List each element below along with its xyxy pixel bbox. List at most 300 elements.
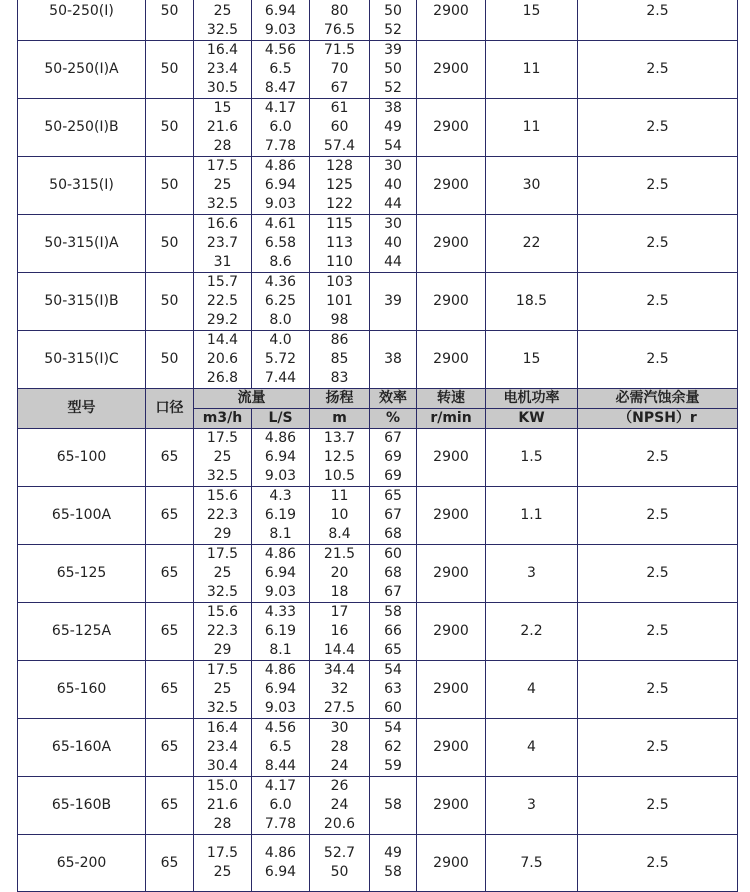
head-cell-value: 76.5 — [323, 22, 356, 38]
head-cell — [310, 215, 370, 273]
flow-m3h-cell-value: 14.4 — [206, 332, 239, 348]
head-cell-value: 50 — [330, 864, 349, 880]
efficiency-cell-value: 65 — [384, 488, 402, 504]
efficiency-cell-value: 62 — [384, 739, 402, 755]
table-row — [18, 99, 738, 157]
head-cell — [310, 41, 370, 99]
flow-m3h-cell-value: 23.7 — [206, 235, 239, 251]
efficiency-cell-value: 52 — [384, 80, 402, 96]
npsh-cell: 2.5 — [578, 719, 738, 777]
head-cell — [310, 429, 370, 487]
table-row — [18, 429, 738, 487]
flow-ls-cell-value: 4.86 — [264, 546, 297, 562]
efficiency-cell — [370, 215, 417, 273]
table-row — [18, 41, 738, 99]
header-model: 型号 — [18, 389, 146, 429]
efficiency-cell-value: 60 — [384, 700, 402, 716]
npsh-cell: 2.5 — [578, 603, 738, 661]
power-cell: 11 — [486, 41, 578, 99]
header-efficiency-unit: % — [370, 409, 417, 429]
flow-ls-cell — [252, 835, 310, 892]
npsh-cell: 2.5 — [578, 661, 738, 719]
flow-ls-cell-value: 7.78 — [264, 138, 297, 154]
efficiency-cell — [370, 603, 417, 661]
flow-ls-cell-value: 8.1 — [269, 526, 292, 542]
head-cell-value: 86 — [330, 332, 349, 348]
head-cell-value: 71.5 — [323, 42, 356, 58]
power-cell: 22 — [486, 215, 578, 273]
speed-cell: 2900 — [417, 487, 486, 545]
flow-m3h-cell — [194, 545, 252, 603]
power-cell: 1.5 — [486, 429, 578, 487]
flow-ls-cell-value: 6.94 — [264, 177, 297, 193]
flow-ls-cell — [252, 273, 310, 331]
flow-ls-cell-value: 9.03 — [264, 468, 297, 484]
efficiency-cell-value: 59 — [384, 758, 402, 774]
head-cell — [310, 661, 370, 719]
flow-ls-cell-value: 6.0 — [269, 119, 292, 135]
flow-ls-cell-value: 4.86 — [264, 158, 297, 174]
flow-ls-cell-value: 6.94 — [264, 565, 297, 581]
speed-cell: 2900 — [417, 41, 486, 99]
flow-ls-cell-value: 4.56 — [264, 42, 297, 58]
model-cell: 65-160B — [18, 777, 146, 835]
efficiency-cell: 38 — [370, 331, 417, 389]
efficiency-cell-value: 54 — [384, 138, 402, 154]
flow-m3h-cell-value: 32.5 — [206, 22, 239, 38]
flow-ls-cell — [252, 545, 310, 603]
flow-m3h-cell — [194, 41, 252, 99]
flow-m3h-cell — [194, 603, 252, 661]
efficiency-cell-value: 38 — [384, 100, 402, 116]
flow-m3h-cell — [194, 157, 252, 215]
efficiency-cell-value: 49 — [384, 119, 402, 135]
efficiency-cell-value: 58 — [384, 604, 402, 620]
flow-ls-cell-value: 4.86 — [264, 430, 297, 446]
efficiency-cell — [370, 545, 417, 603]
model-cell: 50-315(I)A — [18, 215, 146, 273]
flow-m3h-cell-value: 25 — [213, 3, 232, 19]
flow-m3h-cell-value: 23.4 — [206, 61, 239, 77]
head-cell-value: 122 — [326, 196, 353, 212]
head-cell-value: 110 — [326, 254, 353, 270]
flow-ls-cell-value: 8.44 — [264, 758, 297, 774]
head-cell — [310, 0, 370, 41]
power-cell: 4 — [486, 719, 578, 777]
header-flow: 流量 — [194, 389, 310, 409]
flow-ls-cell-value: 9.03 — [264, 22, 297, 38]
power-cell: 15 — [486, 0, 578, 41]
efficiency-cell-value: 60 — [384, 546, 402, 562]
flow-ls-cell — [252, 719, 310, 777]
flow-ls-cell-value: 6.94 — [264, 681, 297, 697]
head-cell-value: 103 — [326, 274, 353, 290]
header-npsh-unit: （NPSH）r — [578, 409, 738, 429]
npsh-cell: 2.5 — [578, 215, 738, 273]
speed-cell: 2900 — [417, 215, 486, 273]
npsh-cell: 2.5 — [578, 545, 738, 603]
flow-ls-cell — [252, 215, 310, 273]
power-cell: 4 — [486, 661, 578, 719]
head-cell-value: 26 — [330, 778, 349, 794]
flow-ls-cell-value: 4.61 — [264, 216, 297, 232]
head-cell — [310, 719, 370, 777]
flow-ls-cell-value: 6.94 — [264, 3, 297, 19]
diameter-cell: 65 — [146, 487, 194, 545]
power-cell: 30 — [486, 157, 578, 215]
table-row — [18, 0, 738, 41]
flow-ls-cell-value: 6.94 — [264, 864, 297, 880]
head-cell-value: 61 — [330, 100, 349, 116]
flow-m3h-cell-value: 23.4 — [206, 739, 239, 755]
npsh-cell: 2.5 — [578, 273, 738, 331]
flow-m3h-cell — [194, 487, 252, 545]
table-row — [18, 777, 738, 835]
header-power: 电机功率 — [486, 389, 578, 409]
head-cell-value: 13.7 — [323, 430, 356, 446]
flow-ls-cell-value: 7.78 — [264, 816, 297, 832]
table-row — [18, 215, 738, 273]
speed-cell: 2900 — [417, 545, 486, 603]
flow-ls-cell-value: 9.03 — [264, 196, 297, 212]
flow-m3h-cell-value: 17.5 — [206, 845, 239, 861]
flow-m3h-cell — [194, 273, 252, 331]
speed-cell: 2900 — [417, 99, 486, 157]
efficiency-cell-value: 69 — [384, 449, 402, 465]
flow-m3h-cell-value: 21.6 — [206, 119, 239, 135]
flow-m3h-cell-value: 16.4 — [206, 720, 239, 736]
efficiency-cell-value: 67 — [384, 584, 402, 600]
efficiency-cell-value: 30 — [384, 216, 402, 232]
flow-ls-cell-value: 6.94 — [264, 449, 297, 465]
npsh-cell: 2.5 — [578, 0, 738, 41]
efficiency-cell-value: 65 — [384, 642, 402, 658]
flow-m3h-cell-value: 15 — [213, 100, 232, 116]
head-cell-value: 18 — [330, 584, 349, 600]
power-cell: 15 — [486, 331, 578, 389]
head-cell — [310, 487, 370, 545]
efficiency-cell-value: 67 — [384, 430, 402, 446]
head-cell-value: 20.6 — [323, 816, 356, 832]
header-flow-ls: L/S — [252, 409, 310, 429]
flow-m3h-cell-value: 25 — [213, 449, 232, 465]
head-cell-value: 20 — [330, 565, 349, 581]
flow-m3h-cell — [194, 331, 252, 389]
model-cell: 50-250(I)B — [18, 99, 146, 157]
efficiency-cell-value: 68 — [384, 565, 402, 581]
head-cell — [310, 331, 370, 389]
efficiency-cell — [370, 0, 417, 41]
flow-m3h-cell-value: 30.5 — [206, 80, 239, 96]
flow-ls-cell-value: 8.6 — [269, 254, 292, 270]
header-speed: 转速 — [417, 389, 486, 409]
diameter-cell: 50 — [146, 273, 194, 331]
flow-m3h-cell — [194, 429, 252, 487]
flow-ls-cell-value: 4.86 — [264, 662, 297, 678]
power-cell: 3 — [486, 777, 578, 835]
flow-ls-cell-value: 4.86 — [264, 845, 297, 861]
flow-ls-cell-value: 5.72 — [264, 351, 297, 367]
model-cell: 65-125 — [18, 545, 146, 603]
head-cell-value: 101 — [326, 293, 353, 309]
flow-m3h-cell-value: 15.6 — [206, 488, 239, 504]
efficiency-cell-value: 44 — [384, 196, 402, 212]
model-cell: 50-315(I)C — [18, 331, 146, 389]
flow-m3h-cell-value: 15.6 — [206, 604, 239, 620]
model-cell: 65-100A — [18, 487, 146, 545]
flow-ls-cell-value: 4.33 — [264, 604, 297, 620]
flow-m3h-cell-value: 16.6 — [206, 216, 239, 232]
efficiency-cell-value: 66 — [384, 623, 402, 639]
head-cell-value: 30 — [330, 720, 349, 736]
model-cell: 50-250(I) — [18, 0, 146, 41]
flow-ls-cell-value: 6.0 — [269, 797, 292, 813]
head-cell-value: 70 — [330, 61, 349, 77]
header-head: 扬程 — [310, 389, 370, 409]
flow-ls-cell-value: 6.5 — [269, 61, 292, 77]
npsh-cell: 2.5 — [578, 157, 738, 215]
flow-ls-cell-value: 4.17 — [264, 778, 297, 794]
flow-ls-cell-value: 6.25 — [264, 293, 297, 309]
efficiency-cell-value: 50 — [384, 3, 402, 19]
efficiency-cell-value: 58 — [384, 864, 402, 880]
speed-cell: 2900 — [417, 777, 486, 835]
head-cell-value: 28 — [330, 739, 349, 755]
head-cell-value: 24 — [330, 758, 349, 774]
flow-m3h-cell-value: 32.5 — [206, 196, 239, 212]
diameter-cell: 50 — [146, 0, 194, 41]
flow-ls-cell-value: 6.19 — [264, 623, 297, 639]
head-cell-value: 115 — [326, 216, 353, 232]
diameter-cell: 65 — [146, 661, 194, 719]
flow-m3h-cell — [194, 661, 252, 719]
flow-m3h-cell — [194, 777, 252, 835]
flow-ls-cell-value: 4.56 — [264, 720, 297, 736]
head-cell-value: 17 — [330, 604, 349, 620]
speed-cell: 2900 — [417, 273, 486, 331]
flow-ls-cell-value: 6.19 — [264, 507, 297, 523]
flow-ls-cell-value: 6.58 — [264, 235, 297, 251]
flow-m3h-cell-value: 30.4 — [206, 758, 239, 774]
flow-m3h-cell-value: 22.3 — [206, 623, 239, 639]
flow-m3h-cell — [194, 0, 252, 41]
head-cell-value: 27.5 — [323, 700, 356, 716]
flow-ls-cell-value: 9.03 — [264, 584, 297, 600]
npsh-cell: 2.5 — [578, 429, 738, 487]
head-cell-value: 12.5 — [323, 449, 356, 465]
diameter-cell: 50 — [146, 331, 194, 389]
head-cell-value: 14.4 — [323, 642, 356, 658]
flow-m3h-cell-value: 17.5 — [206, 430, 239, 446]
flow-ls-cell-value: 4.36 — [264, 274, 297, 290]
flow-ls-cell — [252, 487, 310, 545]
head-cell-value: 8.4 — [328, 526, 351, 542]
flow-m3h-cell — [194, 215, 252, 273]
npsh-cell: 2.5 — [578, 777, 738, 835]
header-flow-m3h: m3/h — [194, 409, 252, 429]
header-diameter: 口径 — [146, 389, 194, 429]
model-cell: 50-315(I)B — [18, 273, 146, 331]
flow-m3h-cell-value: 16.4 — [206, 42, 239, 58]
efficiency-cell-value: 69 — [384, 468, 402, 484]
flow-ls-cell-value: 8.0 — [269, 312, 292, 328]
efficiency-cell-value: 39 — [384, 42, 402, 58]
flow-ls-cell — [252, 661, 310, 719]
power-cell: 18.5 — [486, 273, 578, 331]
efficiency-cell-value: 54 — [384, 720, 402, 736]
model-cell: 50-250(I)A — [18, 41, 146, 99]
flow-ls-cell — [252, 157, 310, 215]
head-cell-value: 80 — [330, 3, 349, 19]
head-cell-value: 67 — [330, 80, 349, 96]
diameter-cell: 65 — [146, 777, 194, 835]
flow-m3h-cell — [194, 99, 252, 157]
speed-cell: 2900 — [417, 835, 486, 892]
efficiency-cell — [370, 41, 417, 99]
power-cell: 2.2 — [486, 603, 578, 661]
efficiency-cell — [370, 157, 417, 215]
flow-m3h-cell-value: 25 — [213, 681, 232, 697]
flow-m3h-cell-value: 15.0 — [206, 778, 239, 794]
flow-m3h-cell-value: 15.7 — [206, 274, 239, 290]
flow-m3h-cell-value: 17.5 — [206, 546, 239, 562]
efficiency-cell-value: 49 — [384, 845, 402, 861]
flow-m3h-cell-value: 22.3 — [206, 507, 239, 523]
efficiency-cell-value: 63 — [384, 681, 402, 697]
table-row — [18, 273, 738, 331]
head-cell-value: 16 — [330, 623, 349, 639]
flow-ls-cell-value: 4.17 — [264, 100, 297, 116]
efficiency-cell-value: 68 — [384, 526, 402, 542]
head-cell-value: 21.5 — [323, 546, 356, 562]
model-cell: 65-200 — [18, 835, 146, 892]
flow-m3h-cell — [194, 719, 252, 777]
table-row — [18, 331, 738, 389]
flow-ls-cell-value: 4.3 — [269, 488, 292, 504]
head-cell — [310, 273, 370, 331]
npsh-cell: 2.5 — [578, 487, 738, 545]
flow-m3h-cell-value: 28 — [213, 816, 232, 832]
header-efficiency: 效率 — [370, 389, 417, 409]
flow-m3h-cell-value: 29 — [213, 526, 232, 542]
head-cell-value: 10.5 — [323, 468, 356, 484]
flow-ls-cell-value: 8.47 — [264, 80, 297, 96]
head-cell-value: 83 — [330, 370, 349, 386]
power-cell: 11 — [486, 99, 578, 157]
flow-m3h-cell-value: 25 — [213, 177, 232, 193]
model-cell: 65-160A — [18, 719, 146, 777]
efficiency-cell — [370, 429, 417, 487]
speed-cell: 2900 — [417, 429, 486, 487]
efficiency-cell-value: 67 — [384, 507, 402, 523]
flow-ls-cell — [252, 0, 310, 41]
flow-ls-cell-value: 7.44 — [264, 370, 297, 386]
flow-m3h-cell-value: 22.5 — [206, 293, 239, 309]
table-section-50 — [18, 0, 738, 389]
npsh-cell: 2.5 — [578, 41, 738, 99]
speed-cell: 2900 — [417, 603, 486, 661]
flow-ls-cell — [252, 603, 310, 661]
flow-m3h-cell-value: 32.5 — [206, 584, 239, 600]
table-section-65 — [18, 429, 738, 892]
head-cell-value: 57.4 — [323, 138, 356, 154]
head-cell-value: 128 — [326, 158, 353, 174]
head-cell — [310, 545, 370, 603]
header-speed-unit: r/min — [417, 409, 486, 429]
efficiency-cell-value: 52 — [384, 22, 402, 38]
diameter-cell: 65 — [146, 835, 194, 892]
flow-ls-cell — [252, 41, 310, 99]
speed-cell: 2900 — [417, 157, 486, 215]
speed-cell: 2900 — [417, 719, 486, 777]
efficiency-cell: 58 — [370, 777, 417, 835]
head-cell-value: 10 — [330, 507, 349, 523]
efficiency-cell — [370, 661, 417, 719]
speed-cell: 2900 — [417, 0, 486, 41]
npsh-cell: 2.5 — [578, 835, 738, 892]
head-cell-value: 52.7 — [323, 845, 356, 861]
table-row — [18, 603, 738, 661]
speed-cell: 2900 — [417, 331, 486, 389]
efficiency-cell-value: 54 — [384, 662, 402, 678]
head-cell-value: 24 — [330, 797, 349, 813]
power-cell: 1.1 — [486, 487, 578, 545]
power-cell: 3 — [486, 545, 578, 603]
head-cell-value: 85 — [330, 351, 349, 367]
flow-m3h-cell-value: 17.5 — [206, 158, 239, 174]
power-cell: 7.5 — [486, 835, 578, 892]
table-header — [18, 389, 738, 429]
head-cell-value: 32 — [330, 681, 349, 697]
table-row — [18, 661, 738, 719]
head-cell — [310, 835, 370, 892]
flow-m3h-cell-value: 25 — [213, 864, 232, 880]
flow-ls-cell — [252, 99, 310, 157]
flow-ls-cell-value: 8.1 — [269, 642, 292, 658]
flow-m3h-cell-value: 20.6 — [206, 351, 239, 367]
efficiency-cell-value: 50 — [384, 61, 402, 77]
head-cell-value: 113 — [326, 235, 353, 251]
flow-m3h-cell-value: 29.2 — [206, 312, 239, 328]
pump-spec-table — [17, 0, 738, 892]
flow-m3h-cell-value: 31 — [213, 254, 232, 270]
flow-ls-cell-value: 4.0 — [269, 332, 292, 348]
head-cell — [310, 157, 370, 215]
flow-m3h-cell-value: 32.5 — [206, 700, 239, 716]
diameter-cell: 50 — [146, 215, 194, 273]
efficiency-cell — [370, 835, 417, 892]
head-cell — [310, 777, 370, 835]
diameter-cell: 50 — [146, 99, 194, 157]
flow-m3h-cell-value: 17.5 — [206, 662, 239, 678]
header-row-1 — [18, 389, 738, 409]
speed-cell: 2900 — [417, 661, 486, 719]
efficiency-cell-value: 40 — [384, 177, 402, 193]
model-cell: 65-125A — [18, 603, 146, 661]
head-cell-value: 11 — [330, 488, 349, 504]
flow-ls-cell — [252, 429, 310, 487]
head-cell — [310, 99, 370, 157]
header-power-unit: KW — [486, 409, 578, 429]
head-cell — [310, 603, 370, 661]
model-cell: 65-100 — [18, 429, 146, 487]
model-cell: 65-160 — [18, 661, 146, 719]
table-row — [18, 719, 738, 777]
diameter-cell: 65 — [146, 603, 194, 661]
table-row — [18, 835, 738, 892]
head-cell-value: 60 — [330, 119, 349, 135]
efficiency-cell: 39 — [370, 273, 417, 331]
